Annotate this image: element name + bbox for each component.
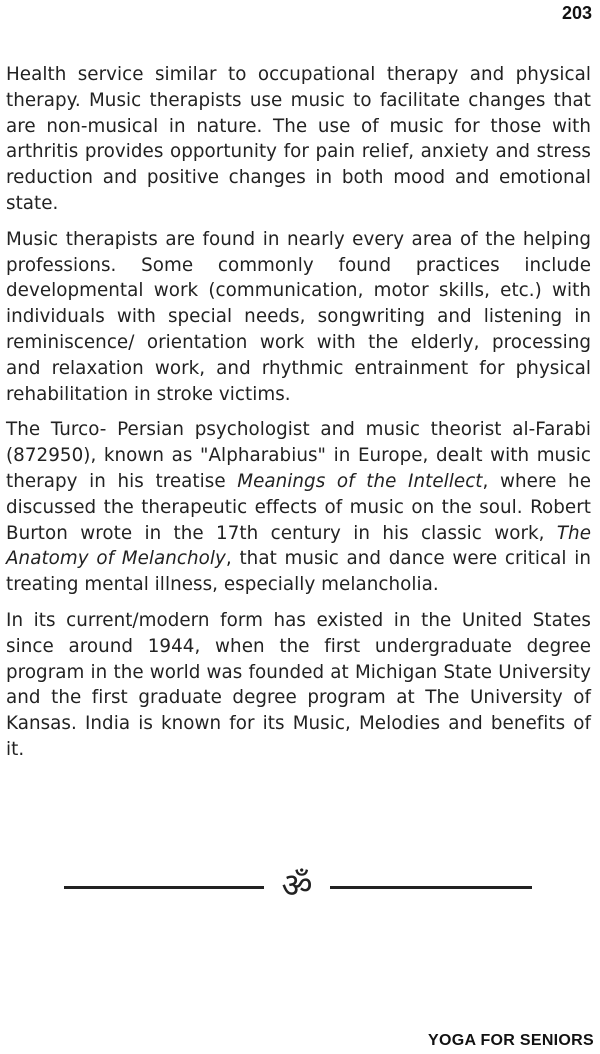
paragraph-history <box>6 417 591 598</box>
page-number: 203 <box>561 3 592 23</box>
history-text-part-1: The Turco- Persian psychologist and music theorist al-Farabi (872950), known as "Alpharabius" in Europe, dealt with music therapy in his treatise <box>6 419 591 492</box>
book-title-anatomy-of-melancholy: The Anatomy of Melancholy <box>6 522 591 570</box>
history-text-part-2: , where he discussed the therapeutic effects of music on the soul. Robert Burton wrote in the 17th century in his classic work, <box>6 470 591 544</box>
history-text-part-3: , that music and dance were critical in treating mental illness, especially melancholia. <box>6 548 591 596</box>
running-footer: YOGA FOR SENIORS <box>427 1032 594 1049</box>
divider-rule-right <box>330 886 532 889</box>
paragraph-music-therapy-definition: Health service similar to occupational therapy and physical therapy. Music therapists use music to facilitate changes that are non-musical in nature. The use of music for those with arthritis provides opportunity for pain relief, anxiety and stress reduction and positive changes in both mood and emotional state. <box>6 64 591 214</box>
paragraph-modern-form: In its current/modern form has existed in the United States since around 1944, when the first undergraduate degree program in the world was founded at Michigan State University and the first graduate degree program at The University of Kansas. India is known for its Music, Melodies and benefits of it. <box>6 609 591 760</box>
section-divider <box>0 862 600 912</box>
om-icon: ॐ <box>281 866 313 906</box>
book-title-meanings-of-the-intellect: Meanings of the Intellect <box>237 470 483 492</box>
body-text <box>6 62 591 773</box>
divider-rule-left <box>64 886 264 889</box>
paragraph-music-therapy-practices: Music therapists are found in nearly every area of the helping professions. Some commonly found practices include developmental work (communication, motor skills, etc.) with individuals with special needs, songwriting and listening in reminiscence/ orientation work with the elderly, processing and relaxation work, and rhythmic entrainment for physical rehabilitation in stroke victims. <box>6 228 591 405</box>
